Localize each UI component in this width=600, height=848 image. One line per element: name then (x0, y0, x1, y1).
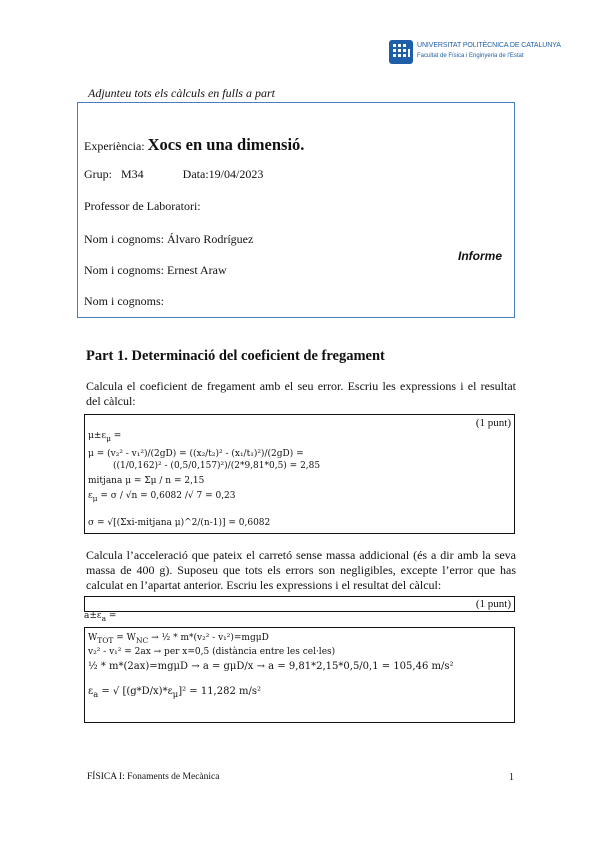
nom-label: Nom i cognoms: (84, 232, 164, 246)
tot-subscript: TOT (97, 635, 114, 645)
points-label: (1 punt) (475, 417, 511, 429)
page-number: 1 (509, 772, 514, 783)
mu-subscript: μ (92, 493, 98, 503)
experiencia-row (84, 135, 304, 155)
mu-subscript: μ (172, 689, 179, 699)
grup-label: Grup: (84, 167, 112, 181)
formula-mean: mitjana μ = Σμ / n = 2,15 (88, 476, 205, 486)
epsilon-symbol: ε (88, 686, 94, 697)
nc-subscript: NC (135, 635, 149, 645)
formula-line-1: μ = (v₂² - v₁²)/(2gD) = ((x₂/t₂)² - (x₁/t₁)²)/(2gD) = (88, 449, 304, 459)
formula-line-2: ((1/0,162)² - (0,5/0,157)²)/(2*9,81*0,5) = 2,85 (113, 461, 321, 471)
student-name-row-3: Nom i cognoms: (84, 294, 164, 308)
report-header-box (77, 102, 515, 318)
mu-error-label: μ±ε (88, 431, 107, 441)
answer-box-2-header (84, 596, 515, 612)
section-title: Part 1. Determinació del coeficient de fregament (86, 348, 385, 364)
logo-university-name: UNIVERSITAT POLITÈCNICA DE CATALUNYA (417, 42, 561, 49)
question-2-text: Calcula l’acceleració que pateix el carretó sense massa addicional (és a dir amb la seva massa de 400 g). Suposeu que tots els errors son negligibles, excepte l’error que has calculat en l’apartat anterior. Escriu les expressions i el resultat del càlcul: (86, 548, 516, 592)
error-expression: = σ / √n = 0,6082 /√ 7 = 0,23 (97, 491, 236, 501)
a-subscript: a (93, 689, 99, 699)
informe-label: Informe (457, 249, 502, 263)
error-expression-result: ]² = 11,282 m/s² (178, 686, 261, 697)
data-value: 19/04/2023 (208, 167, 264, 181)
mu-subscript: μ (106, 433, 111, 443)
university-logo (389, 40, 561, 70)
work-expression: → ½ * m*(v₂² - v₁²)=mgμD (148, 633, 269, 643)
grup-value: M34 (121, 167, 144, 181)
w-symbol: W (88, 633, 98, 643)
student-name-row-2 (84, 263, 227, 278)
formula-work (88, 633, 269, 645)
upc-logo-icon (389, 40, 413, 64)
a-error-label: a±ε (84, 611, 102, 621)
nom-value: Álvaro Rodríguez (167, 232, 254, 246)
acceleration-label-line (84, 611, 116, 623)
question-1-text: Calcula el coeficient de fregament amb el seu error. Escriu les expressions i el resultat del càlcul: (86, 379, 516, 408)
formula-kinematics: v₂² - v₁² = 2ax → per x=0,5 (distància entre les cel·les) (88, 647, 336, 657)
formula-acceleration-error (88, 686, 261, 699)
formula-sigma: σ = √[(Σxi-mitjana μ)^2/(n-1)] = 0,6082 (88, 518, 271, 528)
formula-acceleration: ½ * m*(2ax)=mgμD → a = gμD/x → a = 9,81*2,15*0,5/0,1 = 105,46 m/s² (88, 661, 454, 672)
student-name-row-1 (84, 232, 253, 247)
instructions-note: Adjunteu tots els càlculs en fulls a part (88, 86, 275, 100)
answer-box-2 (84, 627, 515, 723)
epsilon-symbol: ε (88, 491, 93, 501)
logo-faculty-name: Facultat de Física i Enginyeria de l'Estat (417, 53, 524, 59)
equals-sign: = (106, 611, 117, 621)
equals-sign: = (110, 431, 122, 441)
error-expression-part: = √ [(g*D/x)*ε (98, 686, 173, 697)
answer-box-1 (84, 414, 515, 534)
w-equals: = W (113, 633, 136, 643)
professor-row: Professor de Laboratori: (84, 199, 201, 213)
experiencia-label: Experiència: (84, 139, 145, 153)
formula-error (88, 491, 236, 503)
result-line (88, 431, 121, 443)
data-label: Data: (182, 167, 209, 181)
nom-value: Ernest Araw (167, 263, 227, 277)
a-subscript: a (101, 613, 107, 623)
nom-label: Nom i cognoms: (84, 263, 164, 277)
experiencia-title: Xocs en una dimensió. (147, 135, 305, 154)
footer-course: FÍSICA I: Fonaments de Mecànica (87, 772, 220, 782)
grup-data-row (84, 167, 263, 182)
points-label: (1 punt) (475, 598, 511, 610)
